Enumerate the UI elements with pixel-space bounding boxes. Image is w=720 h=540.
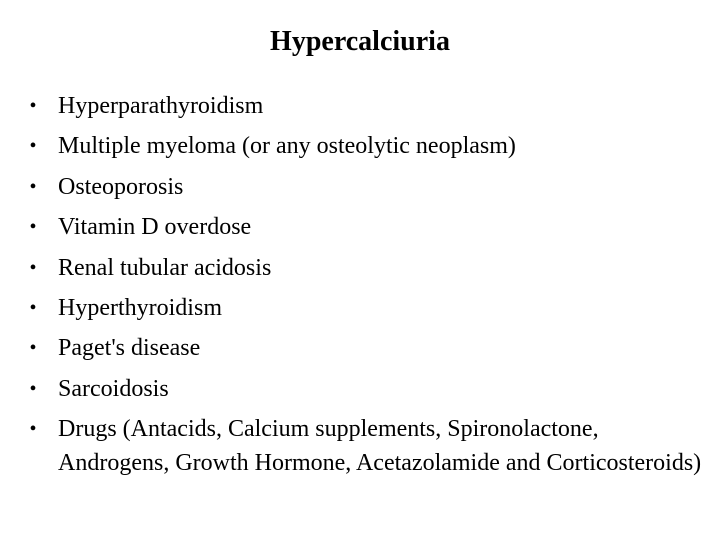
list-item — [24, 86, 704, 126]
list-item-text: Paget's disease — [58, 335, 201, 362]
list-item-text: Drugs (Antacids, Calcium supplements, Spironolactone, Androgens, Growth Hormone, Acetazolamide and Corticosteroids) — [58, 416, 702, 477]
list-item-text: Osteoporosis — [58, 173, 184, 200]
list-item — [24, 248, 704, 288]
bullet-dot-icon: • — [29, 297, 37, 320]
list-item-text: Renal tubular acidosis — [58, 254, 272, 281]
list-item-text: Multiple myeloma (or any osteolytic neoplasm) — [58, 133, 516, 160]
bullet-dot-icon: • — [29, 377, 37, 400]
bullet-dot-icon: • — [29, 175, 37, 198]
list-item — [24, 288, 704, 328]
bullet-dot-icon: • — [29, 216, 37, 239]
list-item-text: Vitamin D overdose — [58, 214, 252, 241]
bullet-list — [24, 86, 704, 480]
list-item — [24, 409, 704, 480]
slide-title: Hypercalciuria — [270, 26, 450, 57]
list-item — [24, 167, 704, 207]
list-item-text: Hyperparathyroidism — [58, 93, 264, 119]
bullet-dot-icon: • — [29, 135, 37, 158]
bullet-dot-icon: • — [29, 337, 37, 360]
bullet-dot-icon: • — [29, 418, 37, 441]
bullet-dot-icon: • — [29, 95, 37, 117]
list-item — [24, 126, 704, 166]
list-item — [24, 328, 704, 368]
list-item-text: Sarcoidosis — [58, 375, 169, 402]
list-item — [24, 369, 704, 409]
list-item — [24, 207, 704, 247]
bullet-dot-icon: • — [29, 256, 37, 279]
list-item-text: Hyperthyroidism — [58, 295, 222, 322]
